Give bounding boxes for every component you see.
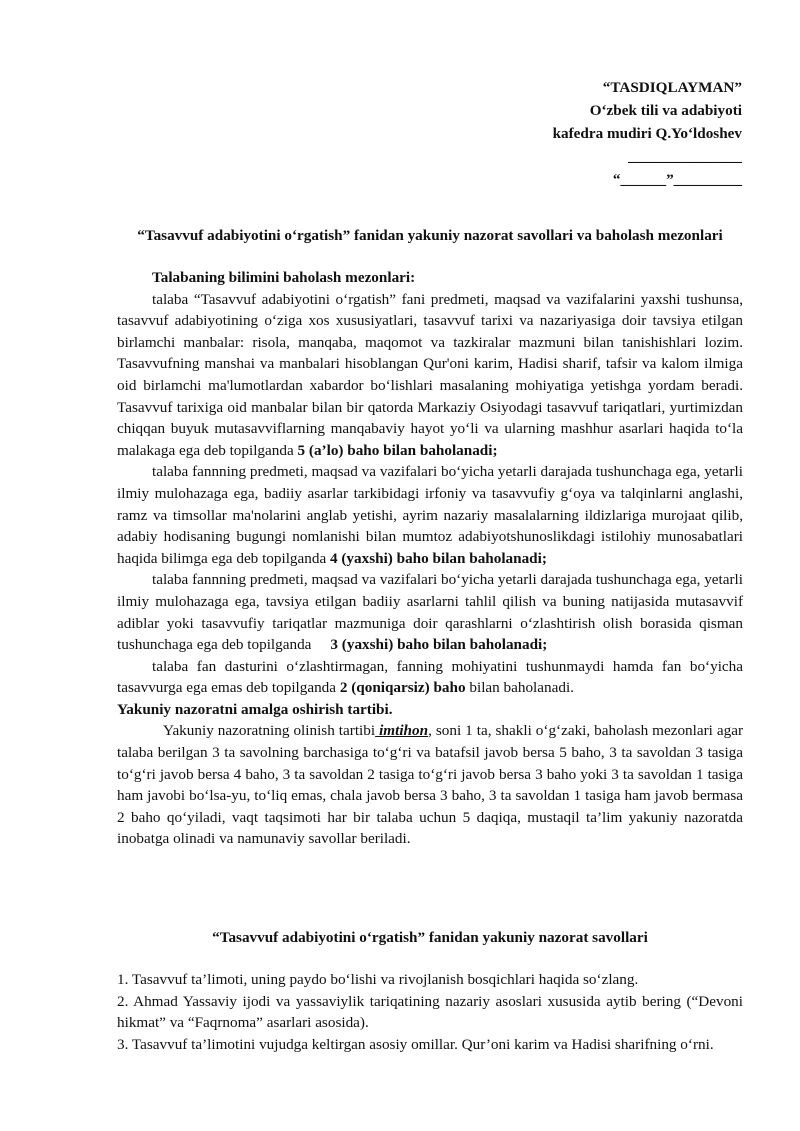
question-item: 3. Tasavvuf ta’limotini vujudga keltirgan asosiy omillar. Qur’oni karim va Hadisi sharifning o‘rni. xyxy=(117,1035,714,1053)
procedure-heading xyxy=(117,699,743,721)
criteria-3-text: talaba fannning predmeti, maqsad va vazifalari bo‘yicha yetarli darajada tushunchaga ega, yetarli ilmiy mulohazaga ega, tavsiya etilgan badiiy asarlarni tahlil qilish va buning natijasida mutasavvif adiblar yoki tasavvufiy tariqatlar mazmuniga doir qarashlarni o‘zlashtirish olish borasida qisman tushunchaga ega deb topilganda xyxy=(117,571,743,654)
criteria-2-grade: 2 (qoniqarsiz) baho xyxy=(339,679,466,697)
criteria-paragraph-4 xyxy=(117,461,743,569)
document-body xyxy=(117,267,743,850)
criteria-3-grade: 3 (yaxshi) baho bilan baholanadi; xyxy=(330,636,548,654)
signature-line: _______________ xyxy=(628,148,742,165)
question-item: 2. Ahmad Yassaviy ijodi va yassaviylik tariqatining nazariy asoslari xususida aytib bering (“Devoni hikmat” va “Faqrnoma” asarlari asosida). xyxy=(117,992,743,1032)
procedure-paragraph xyxy=(117,720,743,850)
criteria-paragraph-3 xyxy=(117,569,743,655)
procedure-text-before: Yakuniy nazoratning olinish tartibi xyxy=(163,722,376,740)
approval-title: “TASDIQLAYMAN” xyxy=(602,79,742,96)
approval-department: O‘zbek tili va adabiyoti xyxy=(589,102,742,119)
procedure-text-after: , soni 1 ta, shakli o‘g‘zaki, baholash mezonlari agar talaba berilgan 3 ta savolning barchasiga to‘g‘ri va batafsil javob bersa 5 baho, 3 ta savoldan 3 tasiga to‘g‘ri javob bersa 4 baho, 3 ta savoldan 2 tasiga to‘g‘ri javob bersa 3 baho yoki 3 ta savoldan 1 tasiga ham javobi bo‘lsa-yu, to‘liq emas, chala javob bersa 3 baho, 3 ta savoldan 1 tasiga ham javob bermasa 2 baho qo‘yiladi, vaqt taqsimoti har bir talaba uchun 5 daqiqa, mustaqil ta’lim yakuniy nazoratda inobatga olinadi va namunaviy savollar beriladi. xyxy=(117,722,744,848)
criteria-2-tail: bilan baholanadi. xyxy=(465,679,574,697)
criteria-5-grade: 5 (a’lo) baho bilan baholanadi; xyxy=(297,441,498,459)
approval-block xyxy=(553,76,742,191)
question-item: 1. Tasavvuf ta’limoti, uning paydo bo‘lishi va rivojlanish bosqichlari haqida so‘zlang. xyxy=(117,971,639,988)
exam-word: imtihon xyxy=(375,722,429,740)
criteria-heading-text: Talabaning bilimini baholash mezonlari: xyxy=(152,269,416,286)
questions-title: “Tasavvuf adabiyotini o‘rgatish” fanidan yakuniy nazorat savollari xyxy=(212,929,648,946)
questions-list xyxy=(117,969,743,1055)
criteria-paragraph-2 xyxy=(117,656,743,699)
procedure-heading-text: Yakuniy nazoratni amalga oshirish tartibi. xyxy=(117,700,393,718)
criteria-paragraph-5 xyxy=(117,289,743,462)
criteria-4-text: talaba fannning predmeti, maqsad va vazifalari bo‘yicha yetarli darajada tushunchaga ega, yetarli ilmiy mulohazaga ega, badiiy asarlar tarkibidagi irfoniy va tasavvufiy g‘oya va talqinlarni anglashi, ramz va timsollar ma'nolarini anglab yetishi, ayrim nazariy masalalarning ildizlariga murojaat qilib, adabiy hodisaning bugungi nomlanishi bilan mumtoz adabiyotshunoslikdagi istilohiy munosabatlari haqida bilimga ega deb topilganda xyxy=(117,463,743,567)
document-title: “Tasavvuf adabiyotini o‘rgatish” fanidan yakuniy nazorat savollari va baholash mezonlari xyxy=(137,227,723,244)
criteria-4-grade: 4 (yaxshi) baho bilan baholanadi; xyxy=(329,549,547,567)
approval-head: kafedra mudiri Q.Yo‘ldoshev xyxy=(552,125,742,142)
date-line: “______”_________ xyxy=(612,171,742,188)
criteria-2-text: talaba fan dasturini o‘zlashtirmagan, fanning mohiyatini tushunmaydi hamda fan bo‘yicha tasavvurga ega emas deb topilganda xyxy=(117,657,743,697)
criteria-heading xyxy=(117,267,743,289)
criteria-5-text: talaba “Tasavvuf adabiyotini o‘rgatish” fani predmeti, maqsad va vazifalarini yaxshi tushunsa, tasavvuf adabiyotining o‘ziga xos xususiyatlari, tasavvuf tarixi va nazariyasiga doir tavsiya etilgan birlamchi manbalar: risola, manqaba, maqomot va tazkiralar mazmuni bilan tanishishlari lozim. Tasavvufning manshai va manbalari hisoblangan Qur'oni karim, Hadisi sharif, tafsir va kalom ilmiga oid birlamchi ma'lumotlardan xabardor bo‘lishlari masalaning mohiyatiga yetishga yordam beradi. Tasavvuf tarixiga oid manbalar bilan bir qatorda Markaziy Osiyodagi tasavvuf tariqatlari, yurtimizdan chiqqan buyuk mutasavviflarning manqabaviy hayot yo‘li va ularning mashhur asarlari haqida to‘la malakaga ega deb topilganda xyxy=(117,290,743,459)
